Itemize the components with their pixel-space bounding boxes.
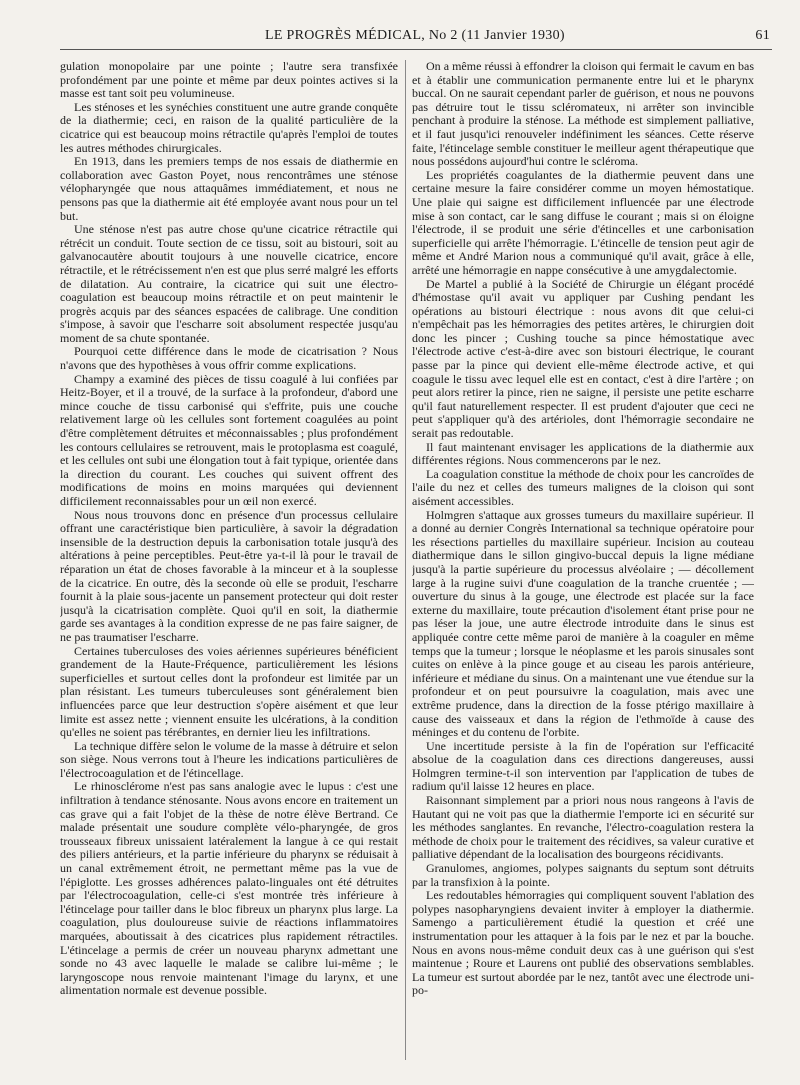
page-number: 61 xyxy=(755,28,770,43)
paragraph: gulation monopolaire par une pointe ; l'autre sera transfixée profondément par une pointe et même par deux pointes actives si la masse est tant soit peu volumineuse. xyxy=(60,60,398,101)
paragraph: Les redoutables hémorragies qui compliquent souvent l'ablation des polypes nasopharyngiens devaient inviter à employer la diathermie. Samengo a particulièrement étudié la question et créé une instrumentation pour les attaquer à la fois par le nez et par la bouche. Nous en avons nous-même conduit deux cas à une guérison qui s'est maintenue ; Roure et Laurens ont publié des observations semblables. La tumeur est surtout abordée par le nez, tantôt avec une électrode uni-po- xyxy=(412,888,754,998)
paragraph: Le rhinosclérome n'est pas sans analogie avec le lupus : c'est une infiltration à tendance sténosante. Nous avons encore en traitement un cas grave qui a fait l'objet de la thèse de notre élève Bertrand. Ce malade présentait une soudure complète vélo-pharyngée, de gros trousseaux fibreux unissaient latéralement la langue à ce qui restait des piliers antérieurs, et la partie inférieure du pharynx se réduisait à un canal extrêmement étroit, ne permettant même pas la vue de l'épiglotte. Les grosses adhérences palato-linguales ont été détruites par l'électrocoagulation, celle-ci s'est montrée très inférieure à l'étincelage pour tailler dans le bloc fibreux un pharynx plus large. La coagulation, plus douloureuse suivie de réactions inflammatoires marquées, aboutissait à des cicatrices plus rapidement rétractiles. L'étincelage a permis de créer un nouveau pharynx admettant une sonde no 43 avec laquelle le malade se calibre lui-même ; le laryngoscope nous renvoie maintenant l'image du larynx, et une alimentation normale est devenue possible. xyxy=(60,779,398,998)
paragraph: La technique diffère selon le volume de la masse à détruire et selon son siège. Nous verrons tout à l'heure les indications particulières de l'électrocoagulation et de l'étincellage. xyxy=(60,738,398,780)
paragraph: Pourquoi cette différence dans le mode de cicatrisation ? Nous n'avons que des hypothèses à vous offrir comme explications. xyxy=(60,344,398,373)
paragraph: De Martel a publié à la Société de Chirurgie un élégant procédé d'hémostase qu'il avait vu appliquer par Cushing pendant les opérations au bistouri électrique : nous avons dit que celui-ci n'empêchait pas les hémorragies des petites artères, le chirurgien doit donc les pincer ; Cushing touche sa pince hémostatique avec l'électrode active c'est-à-dire avec son bistouri électrique, le courant passe par la pince qui devient elle-même électrode active, et qui coagule le tissu avec lequel elle est en contact, c'est à dire l'artère ; on peut alors retirer la pince, rien ne saigne, il persiste une petite escharre qu'il faut naturellement respecter. Il est prudent d'ajouter que ceci ne peut s'appliquer qu'à des artérioles, dont l'hémorragie secondaire ne serait pas redoutable. xyxy=(412,276,754,441)
paragraph: Holmgren s'attaque aux grosses tumeurs du maxillaire supérieur. Il a donné au dernier Congrès International sa technique opératoire pour les résections partielles du maxillaire supérieur. Incision au couteau diathermique dans le sillon gingivo-buccal depuis la ligne médiane jusqu'à la partie supérieure du processus alvéolaire ; — décollement large à la rugine suivi d'une coagulation de la tranche cruentée ; — ouverture du sinus à la gouge, une électrode est placée sur la face externe du maxillaire, toute précaution d'isolement étant prise pour ne pas léser la joue, une autre électrode introduite dans le sinus est appliquée contre cette même paroi de manière à la coaguler en même temps que la tumeur ; lorsque le néoplasme et les parois sinusales sont cuites on enlève à la pince gouge et au ciseau les parois antérieure, inférieure et médiane du sinus. On a maintenant une vue étendue sur la profondeur et on peut poursuivre la coagulation, mais avec une extrême prudence, dans la direction de la fosse ptérigo maxillaire à cause des vaisseaux et dans la région de l'ethmoïde à cause des méninges et du contenu de l'orbite. xyxy=(412,507,754,740)
paragraph: Certaines tuberculoses des voies aériennes supérieures bénéficient grandement de la Haute-Fréquence, particulièrement les lésions superficielles et surtout celles dont la profondeur est limitée par un plan résistant. Les tumeurs tuberculeuses sont généralement bien influencées parce que leur destruction s'opère aisément et que leur limite est assez nette ; viennent ensuite les ulcérations, à la condition qu'elles ne soient pas térébrantes, en dernier lieu les infiltrations. xyxy=(60,643,398,740)
paragraph: Les propriétés coagulantes de la diathermie peuvent dans une certaine mesure la faire considérer comme un moyen hémostatique. Une plaie qui saigne est difficilement influencée par une électrode mise à son contact, car le sang diffuse le courant ; mais si on éloigne l'électrode, il se produit une série d'étincelles et une carbonisation superficielle qui arrête l'hémorragie. L'étincelle de tension peut agir de même et André Marion nous a communiqué qu'il avait, grâce à elle, arrêté une hémorragie en nappe consécutive à une amygdalectomie. xyxy=(412,167,754,277)
header-rule xyxy=(60,49,772,50)
paragraph: Raisonnant simplement par a priori nous nous rangeons à l'avis de Hautant qui ne voit pas que la diathermie l'emporte ici en sécurité sur les méthodes sanglantes. En revanche, l'électro-coagulation restera la méthode de choix pour le traitement des récidives, sa valeur curative et palliative dépendant de la localisation des bourgeons récidivants. xyxy=(412,793,754,862)
paragraph: En 1913, dans les premiers temps de nos essais de diathermie en collaboration avec Gaston Poyet, nous rencontrâmes une sténose vélopharyngée que nous attaquâmes immédiatement, et nous ne pensons pas que la diathermie ait été employée avant nous pour un tel but. xyxy=(60,154,398,223)
paragraph: Nous nous trouvons donc en présence d'un processus cellulaire offrant une caractéristique bien particulière, à savoir la dégradation insensible de la destruction depuis la carbonisation totale jusqu'à des altérations à peine perceptibles. Peut-être ya-t-il là pour le travail de réparation un état de choses favorable à la minceur et à la souplesse de la cicatrice. En outre, dès la seconde où elle se produit, l'escharre fournit à la plaie sous-jacente un pansement protecteur qui doit rester jusqu'à la cicatrisation complète. Quoi qu'il en soit, la diathermie garde ses avantages à la condition expresse de ne pas faire saigner, de ne pas traumatiser l'escharre. xyxy=(60,507,398,644)
paragraph: On a même réussi à effondrer la cloison qui fermait le cavum en bas et à établir une communication permanente entre lui et le pharynx buccal. On ne saurait cependant parler de guérison, et nous ne pouvons pas détruire tout le tissu scléromateux, ni arrêter son invincible penchant à produire la sténose. La méthode est simplement palliative, et il faut jusqu'ici renouveler indéfiniment les séances. Cette réserve faite, l'étincelage semble constituer le meilleur agent thérapeutique que nous possédons aujourd'hui contre le scléroma. xyxy=(412,60,754,169)
paragraph: Granulomes, angiomes, polypes saignants du septum sont détruits par la transfixion à la pointe. xyxy=(412,861,754,889)
left-column xyxy=(60,60,398,1070)
paragraph: Il faut maintenant envisager les applications de la diathermie aux différentes régions. Nous commencerons par le nez. xyxy=(412,439,754,468)
paragraph: Les sténoses et les synéchies constituent une autre grande conquête de la diathermie; ceci, en raison de la qualité particulière de la cicatrice qui est beaucoup moins rétractile qu'après l'emploi de toutes les autres méthodes chirurgicales. xyxy=(60,99,398,155)
paragraph: Une incertitude persiste à la fin de l'opération sur l'efficacité absolue de la coagulation dans ces directions dangereuses, aussi Holmgren termine-t-il son intervention par l'application de tubes de radium qu'il laisse 12 heures en place. xyxy=(412,738,754,794)
journal-title: LE PROGRÈS MÉDICAL, No 2 (11 Janvier 1930) xyxy=(265,28,565,43)
paragraph: Champy a examiné des pièces de tissu coagulé à lui confiées par Heitz-Boyer, et il a trouvé, de la surface à la profondeur, d'abord une mince couche de tissu carbonisé qui s'effrite, puis une couche relativement large où les cellules sont fortement coagulées au point d'être complètement détruites et méconnaissables ; plus profondément les contours cellulaires se retrouvent, mais le protoplasma est coagulé, et les cellules ont subi une élongation tout à fait typique, orientée dans la direction du courant. Les couches qui suivent offrent des modifications de moins en moins marquées qui deviennent difficilement reconnaissables pour un œil non exercé. xyxy=(60,371,398,508)
paragraph: La coagulation constitue la méthode de choix pour les cancroïdes de l'aile du nez et celles des tumeurs malignes de la cloison qui sont aisément accessibles. xyxy=(412,466,754,508)
running-header xyxy=(60,28,770,48)
right-column xyxy=(412,60,754,1070)
column-divider xyxy=(405,60,406,1060)
paragraph: Une sténose n'est pas autre chose qu'une cicatrice rétractile qui rétrécit un conduit. Toute section de ce tissu, soit au bistouri, soit au galvanocautère aboutit toujours à une nouvelle cicatrice, encore rétractile, et le rétrécissement n'en est que plus serré malgré les efforts de dilatation. Au contraire, la cicatrice qui suit une électro-coagulation est beaucoup moins rétractile et on peut maintenir le progrès acquis par des séances espacées de calibrage. Une condition s'impose, à savoir que l'escharre soit absolument respectée jusqu'au moment de sa chute spontanée. xyxy=(60,222,398,345)
